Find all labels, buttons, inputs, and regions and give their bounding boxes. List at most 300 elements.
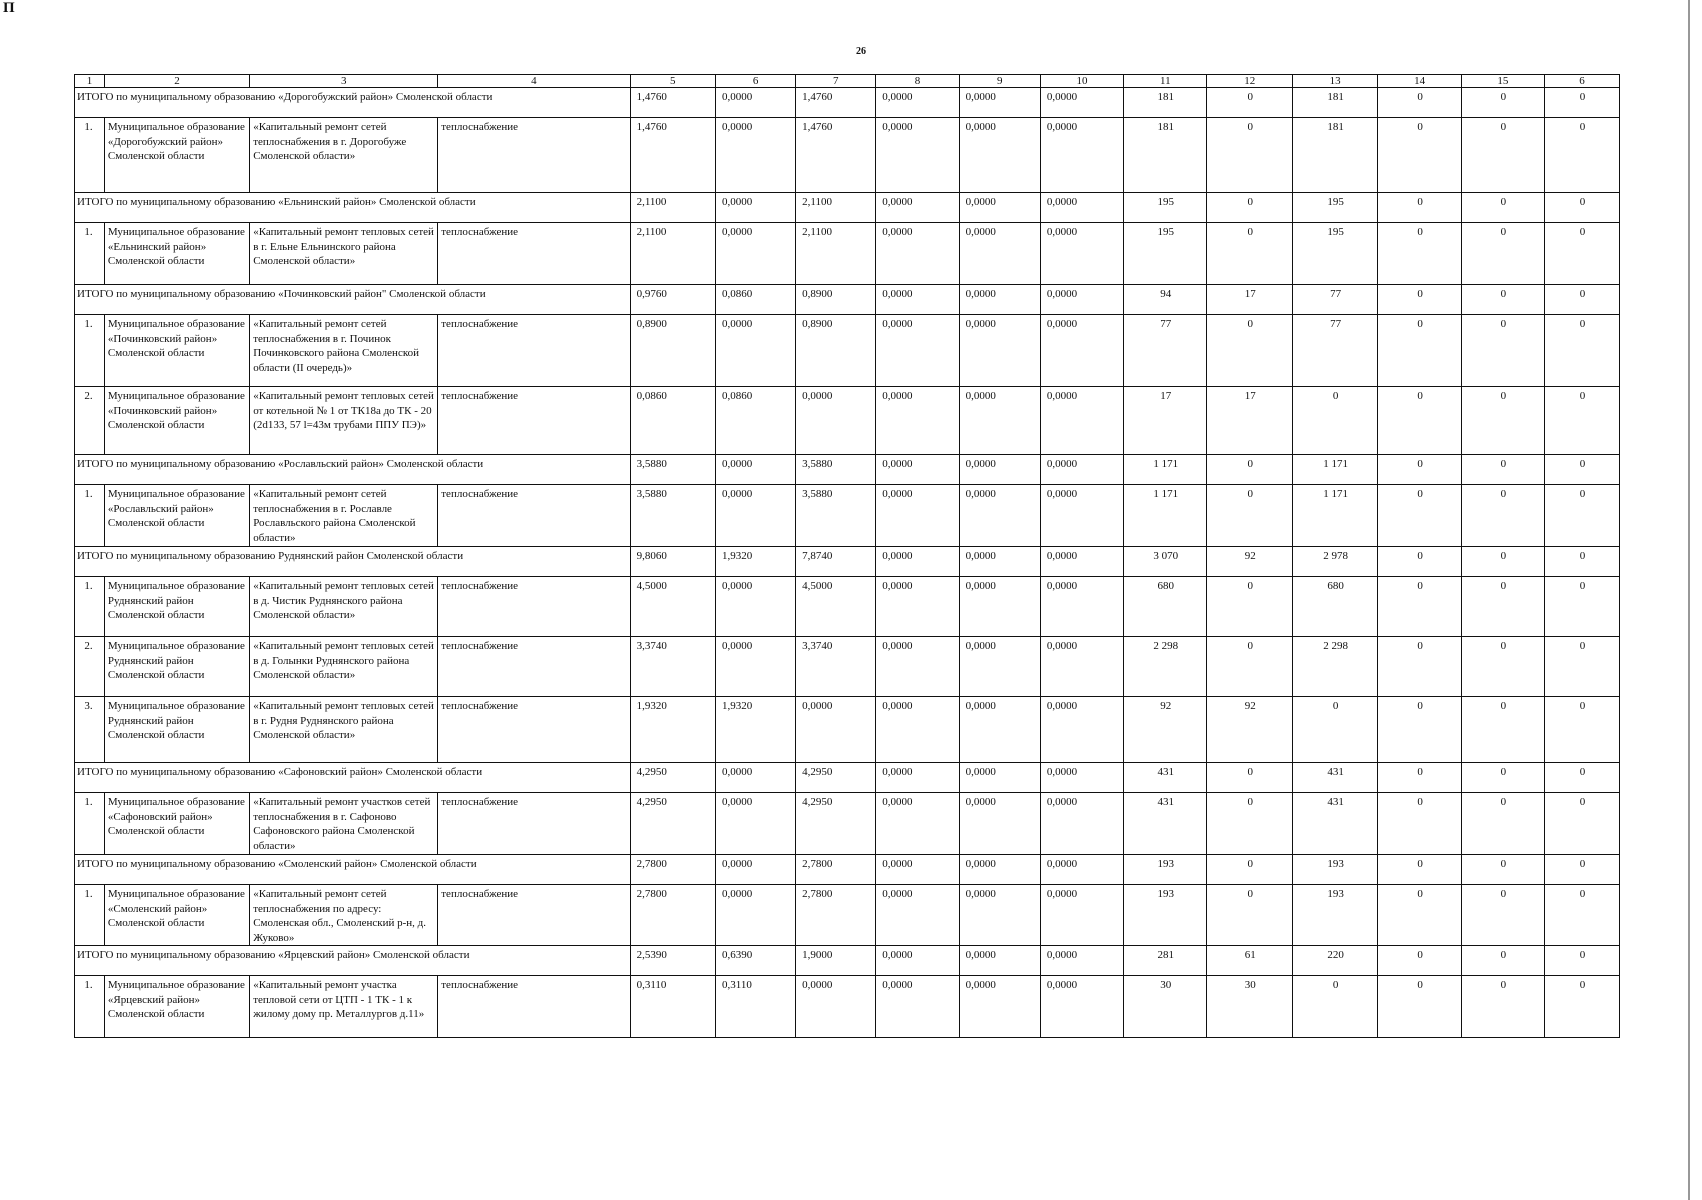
length-value-cell: 3,5880 [630, 485, 715, 547]
table-row [75, 223, 1620, 285]
cost-value-cell: 77 [1124, 315, 1207, 387]
cost-value-cell: 2 978 [1292, 547, 1377, 577]
cost-value-cell: 0 [1292, 697, 1377, 763]
page-number: 26 [856, 46, 866, 57]
cost-value-cell: 77 [1292, 285, 1377, 315]
cost-value-cell: 30 [1124, 976, 1207, 1038]
cost-value-cell: 0 [1461, 193, 1544, 223]
length-value-cell: 0,0000 [716, 485, 796, 547]
municipality-cell: Муниципальное образование «Дорогобужский район» Смоленской области [104, 118, 249, 193]
cost-value-cell: 431 [1124, 763, 1207, 793]
length-value-cell: 2,7800 [630, 885, 715, 946]
cost-value-cell: 680 [1292, 577, 1377, 637]
cost-value-cell: 0 [1378, 223, 1461, 285]
length-value-cell: 2,1100 [630, 193, 715, 223]
length-value-cell: 0,0000 [876, 885, 959, 946]
cost-value-cell: 0 [1292, 387, 1377, 455]
cost-value-cell: 92 [1124, 697, 1207, 763]
cost-value-cell: 0 [1461, 547, 1544, 577]
length-value-cell: 0,8900 [630, 315, 715, 387]
length-value-cell: 0,0860 [716, 285, 796, 315]
length-value-cell: 0,0000 [1040, 223, 1123, 285]
length-value-cell: 0,0000 [1040, 118, 1123, 193]
row-index: 1. [75, 793, 105, 855]
length-value-cell: 3,5880 [796, 455, 876, 485]
subtotal-row [75, 88, 1620, 118]
length-value-cell: 0,9760 [630, 285, 715, 315]
cost-value-cell: 195 [1292, 223, 1377, 285]
length-value-cell: 0,8900 [796, 315, 876, 387]
cost-value-cell: 281 [1124, 946, 1207, 976]
length-value-cell: 0,0000 [876, 315, 959, 387]
column-number-header: 6 [716, 75, 796, 88]
length-value-cell: 0,0000 [1040, 946, 1123, 976]
length-value-cell: 0,0000 [876, 855, 959, 885]
length-value-cell: 0,0000 [959, 193, 1040, 223]
cost-value-cell: 0 [1461, 285, 1544, 315]
length-value-cell: 0,0000 [876, 547, 959, 577]
cost-value-cell: 0 [1378, 387, 1461, 455]
municipality-cell: Муниципальное образование «Починковский район» Смоленской области [104, 315, 249, 387]
cost-value-cell: 0 [1378, 946, 1461, 976]
cost-value-cell: 431 [1292, 763, 1377, 793]
cost-value-cell: 1 171 [1292, 485, 1377, 547]
cost-value-cell: 0 [1207, 485, 1292, 547]
cost-value-cell: 181 [1292, 88, 1377, 118]
length-value-cell: 0,0000 [716, 855, 796, 885]
length-value-cell: 0,0000 [1040, 697, 1123, 763]
cost-value-cell: 0 [1378, 885, 1461, 946]
length-value-cell: 0,0000 [959, 855, 1040, 885]
length-value-cell: 0,0860 [630, 387, 715, 455]
program-table-container [74, 74, 1620, 1038]
length-value-cell: 0,0000 [959, 793, 1040, 855]
cost-value-cell: 0 [1461, 455, 1544, 485]
column-number-header: 13 [1292, 75, 1377, 88]
cost-value-cell: 0 [1378, 193, 1461, 223]
cost-value-cell: 195 [1292, 193, 1377, 223]
cost-value-cell: 0 [1378, 976, 1461, 1038]
length-value-cell: 0,0000 [876, 193, 959, 223]
utility-type-cell: теплоснабжение [438, 577, 630, 637]
subtotal-row [75, 455, 1620, 485]
subtotal-label: ИТОГО по муниципальному образованию «Починковский район" Смоленской области [75, 285, 631, 315]
cost-value-cell: 0 [1292, 976, 1377, 1038]
cost-value-cell: 0 [1461, 793, 1544, 855]
length-value-cell: 3,5880 [796, 485, 876, 547]
length-value-cell: 0,0000 [876, 793, 959, 855]
cost-value-cell: 0 [1545, 118, 1620, 193]
cost-value-cell: 1 171 [1124, 485, 1207, 547]
cost-value-cell: 0 [1461, 88, 1544, 118]
length-value-cell: 0,0000 [959, 455, 1040, 485]
length-value-cell: 0,0000 [716, 223, 796, 285]
length-value-cell: 3,5880 [630, 455, 715, 485]
subtotal-row [75, 855, 1620, 885]
length-value-cell: 0,0000 [1040, 193, 1123, 223]
length-value-cell: 0,0000 [959, 976, 1040, 1038]
table-row [75, 577, 1620, 637]
scan-edge [1688, 0, 1690, 1200]
subtotal-label: ИТОГО по муниципальному образованию Руднянский район Смоленской области [75, 547, 631, 577]
length-value-cell: 0,0000 [716, 118, 796, 193]
length-value-cell: 0,0000 [876, 577, 959, 637]
cost-value-cell: 195 [1124, 223, 1207, 285]
subtotal-label: ИТОГО по муниципальному образованию «Ельнинский район» Смоленской области [75, 193, 631, 223]
cost-value-cell: 0 [1378, 547, 1461, 577]
length-value-cell: 0,0000 [876, 697, 959, 763]
cost-value-cell: 0 [1207, 455, 1292, 485]
column-number-header: 6 [1545, 75, 1620, 88]
object-cell: «Капитальный ремонт сетей теплоснабжения в г. Рославле Рославльского района Смоленской области» [250, 485, 438, 547]
subtotal-row [75, 547, 1620, 577]
utility-type-cell: теплоснабжение [438, 793, 630, 855]
length-value-cell: 0,0000 [1040, 88, 1123, 118]
cost-value-cell: 193 [1124, 885, 1207, 946]
length-value-cell: 4,5000 [796, 577, 876, 637]
row-index: 1. [75, 485, 105, 547]
length-value-cell: 0,0000 [1040, 485, 1123, 547]
length-value-cell: 0,3110 [630, 976, 715, 1038]
table-body [75, 75, 1620, 1038]
length-value-cell: 0,0860 [716, 387, 796, 455]
utility-type-cell: теплоснабжение [438, 223, 630, 285]
length-value-cell: 0,3110 [716, 976, 796, 1038]
cost-value-cell: 0 [1461, 855, 1544, 885]
cost-value-cell: 61 [1207, 946, 1292, 976]
length-value-cell: 4,2950 [796, 793, 876, 855]
municipality-cell: Муниципальное образование Руднянский район Смоленской области [104, 637, 249, 697]
cost-value-cell: 17 [1207, 387, 1292, 455]
cost-value-cell: 3 070 [1124, 547, 1207, 577]
cost-value-cell: 0 [1461, 885, 1544, 946]
length-value-cell: 2,7800 [796, 855, 876, 885]
length-value-cell: 2,1100 [796, 193, 876, 223]
cost-value-cell: 0 [1378, 285, 1461, 315]
length-value-cell: 0,6390 [716, 946, 796, 976]
length-value-cell: 4,2950 [630, 793, 715, 855]
length-value-cell: 0,0000 [876, 223, 959, 285]
length-value-cell: 0,0000 [716, 88, 796, 118]
object-cell: «Капитальный ремонт сетей теплоснабжения по адресу: Смоленская обл., Смоленский р-н, д. Жуково» [250, 885, 438, 946]
cost-value-cell: 680 [1124, 577, 1207, 637]
cost-value-cell: 0 [1545, 285, 1620, 315]
length-value-cell: 0,0000 [1040, 315, 1123, 387]
cost-value-cell: 0 [1378, 88, 1461, 118]
length-value-cell: 0,0000 [796, 387, 876, 455]
table-row [75, 118, 1620, 193]
length-value-cell: 0,0000 [876, 763, 959, 793]
cost-value-cell: 0 [1378, 485, 1461, 547]
subtotal-label: ИТОГО по муниципальному образованию «Дорогобужский район» Смоленской области [75, 88, 631, 118]
cost-value-cell: 431 [1292, 793, 1377, 855]
cost-value-cell: 0 [1461, 976, 1544, 1038]
table-row [75, 315, 1620, 387]
cost-value-cell: 0 [1207, 193, 1292, 223]
object-cell: «Капитальный ремонт тепловых сетей в г. Рудня Руднянского района Смоленской области» [250, 697, 438, 763]
subtotal-row [75, 285, 1620, 315]
column-number-header: 7 [796, 75, 876, 88]
row-index: 1. [75, 976, 105, 1038]
cost-value-cell: 2 298 [1292, 637, 1377, 697]
cost-value-cell: 0 [1378, 855, 1461, 885]
utility-type-cell: теплоснабжение [438, 118, 630, 193]
subtotal-label: ИТОГО по муниципальному образованию «Сафоновский район» Смоленской области [75, 763, 631, 793]
length-value-cell: 0,0000 [1040, 577, 1123, 637]
length-value-cell: 3,3740 [630, 637, 715, 697]
municipality-cell: Муниципальное образование Руднянский район Смоленской области [104, 577, 249, 637]
table-row [75, 885, 1620, 946]
municipality-cell: Муниципальное образование «Сафоновский район» Смоленской области [104, 793, 249, 855]
length-value-cell: 1,9000 [796, 946, 876, 976]
length-value-cell: 0,0000 [959, 885, 1040, 946]
cost-value-cell: 0 [1378, 637, 1461, 697]
length-value-cell: 0,0000 [876, 88, 959, 118]
object-cell: «Капитальный ремонт участка тепловой сети от ЦТП - 1 ТК - 1 к жилому дому пр. Металлургов д.11» [250, 976, 438, 1038]
subtotal-label: ИТОГО по муниципальному образованию «Смоленский район» Смоленской области [75, 855, 631, 885]
subtotal-row [75, 193, 1620, 223]
length-value-cell: 0,0000 [716, 315, 796, 387]
length-value-cell: 0,0000 [1040, 387, 1123, 455]
cost-value-cell: 193 [1292, 855, 1377, 885]
length-value-cell: 0,0000 [796, 697, 876, 763]
municipality-cell: Муниципальное образование «Рославльский район» Смоленской области [104, 485, 249, 547]
cost-value-cell: 0 [1207, 315, 1292, 387]
municipality-cell: Муниципальное образование «Починковский район» Смоленской области [104, 387, 249, 455]
length-value-cell: 0,0000 [959, 223, 1040, 285]
length-value-cell: 0,0000 [959, 577, 1040, 637]
cost-value-cell: 0 [1545, 88, 1620, 118]
cost-value-cell: 0 [1378, 697, 1461, 763]
length-value-cell: 1,4760 [796, 88, 876, 118]
cost-value-cell: 1 171 [1292, 455, 1377, 485]
column-number-header: 10 [1040, 75, 1123, 88]
length-value-cell: 0,0000 [716, 637, 796, 697]
cost-value-cell: 0 [1378, 315, 1461, 387]
column-number-header: 2 [104, 75, 249, 88]
utility-type-cell: теплоснабжение [438, 387, 630, 455]
length-value-cell: 0,0000 [876, 455, 959, 485]
row-index: 1. [75, 118, 105, 193]
cost-value-cell: 94 [1124, 285, 1207, 315]
length-value-cell: 0,0000 [1040, 285, 1123, 315]
cost-value-cell: 0 [1461, 637, 1544, 697]
cost-value-cell: 2 298 [1124, 637, 1207, 697]
cost-value-cell: 30 [1207, 976, 1292, 1038]
cost-value-cell: 0 [1207, 855, 1292, 885]
length-value-cell: 0,0000 [876, 976, 959, 1038]
cost-value-cell: 17 [1207, 285, 1292, 315]
cost-value-cell: 0 [1545, 855, 1620, 885]
utility-type-cell: теплоснабжение [438, 885, 630, 946]
cost-value-cell: 0 [1461, 118, 1544, 193]
cost-value-cell: 0 [1545, 697, 1620, 763]
table-row [75, 793, 1620, 855]
length-value-cell: 0,8900 [796, 285, 876, 315]
length-value-cell: 1,4760 [630, 118, 715, 193]
length-value-cell: 1,9320 [630, 697, 715, 763]
object-cell: «Капитальный ремонт сетей теплоснабжения в г. Починок Починковского района Смоленской области (II очередь)» [250, 315, 438, 387]
cost-value-cell: 0 [1207, 88, 1292, 118]
length-value-cell: 2,1100 [796, 223, 876, 285]
cost-value-cell: 0 [1545, 547, 1620, 577]
length-value-cell: 0,0000 [716, 193, 796, 223]
object-cell: «Капитальный ремонт тепловых сетей от котельной № 1 от ТК18а до ТК - 20 (2d133, 57 l=43м трубами ППУ ПЭ)» [250, 387, 438, 455]
subtotal-label: ИТОГО по муниципальному образованию «Ярцевский район» Смоленской области [75, 946, 631, 976]
length-value-cell: 1,4760 [630, 88, 715, 118]
length-value-cell: 0,0000 [716, 455, 796, 485]
table-row [75, 697, 1620, 763]
length-value-cell: 0,0000 [716, 763, 796, 793]
cost-value-cell: 0 [1461, 387, 1544, 455]
length-value-cell: 7,8740 [796, 547, 876, 577]
cost-value-cell: 0 [1461, 577, 1544, 637]
row-index: 1. [75, 885, 105, 946]
cost-value-cell: 0 [1378, 455, 1461, 485]
length-value-cell: 0,0000 [959, 118, 1040, 193]
column-number-header: 11 [1124, 75, 1207, 88]
cost-value-cell: 0 [1545, 763, 1620, 793]
cost-value-cell: 0 [1207, 763, 1292, 793]
utility-type-cell: теплоснабжение [438, 637, 630, 697]
corner-mark: П [3, 0, 15, 16]
cost-value-cell: 92 [1207, 547, 1292, 577]
cost-value-cell: 181 [1124, 88, 1207, 118]
row-index: 2. [75, 637, 105, 697]
cost-value-cell: 0 [1461, 763, 1544, 793]
cost-value-cell: 0 [1545, 315, 1620, 387]
table-row [75, 387, 1620, 455]
municipality-cell: Муниципальное образование «Ельнинский район» Смоленской области [104, 223, 249, 285]
municipality-cell: Муниципальное образование Руднянский район Смоленской области [104, 697, 249, 763]
cost-value-cell: 181 [1292, 118, 1377, 193]
cost-value-cell: 181 [1124, 118, 1207, 193]
cost-value-cell: 0 [1545, 946, 1620, 976]
cost-value-cell: 0 [1461, 223, 1544, 285]
length-value-cell: 0,0000 [1040, 793, 1123, 855]
cost-value-cell: 0 [1461, 485, 1544, 547]
length-value-cell: 2,1100 [630, 223, 715, 285]
cost-value-cell: 193 [1124, 855, 1207, 885]
length-value-cell: 0,0000 [876, 387, 959, 455]
column-number-header: 14 [1378, 75, 1461, 88]
cost-value-cell: 0 [1461, 315, 1544, 387]
length-value-cell: 0,0000 [1040, 637, 1123, 697]
length-value-cell: 0,0000 [1040, 855, 1123, 885]
length-value-cell: 2,7800 [630, 855, 715, 885]
length-value-cell: 0,0000 [959, 547, 1040, 577]
program-table [74, 74, 1620, 1038]
length-value-cell: 0,0000 [716, 793, 796, 855]
length-value-cell: 0,0000 [1040, 547, 1123, 577]
cost-value-cell: 0 [1545, 976, 1620, 1038]
length-value-cell: 0,0000 [796, 976, 876, 1038]
row-index: 1. [75, 315, 105, 387]
utility-type-cell: теплоснабжение [438, 485, 630, 547]
length-value-cell: 1,9320 [716, 697, 796, 763]
header-row [75, 75, 1620, 88]
object-cell: «Капитальный ремонт тепловых сетей в д. Чистик Руднянского района Смоленской области» [250, 577, 438, 637]
cost-value-cell: 0 [1545, 223, 1620, 285]
length-value-cell: 9,8060 [630, 547, 715, 577]
cost-value-cell: 220 [1292, 946, 1377, 976]
cost-value-cell: 431 [1124, 793, 1207, 855]
object-cell: «Капитальный ремонт сетей теплоснабжения в г. Дорогобуже Смоленской области» [250, 118, 438, 193]
length-value-cell: 1,9320 [716, 547, 796, 577]
utility-type-cell: теплоснабжение [438, 697, 630, 763]
length-value-cell: 1,4760 [796, 118, 876, 193]
column-number-header: 4 [438, 75, 630, 88]
length-value-cell: 0,0000 [959, 387, 1040, 455]
cost-value-cell: 193 [1292, 885, 1377, 946]
utility-type-cell: теплоснабжение [438, 315, 630, 387]
length-value-cell: 0,0000 [959, 315, 1040, 387]
cost-value-cell: 0 [1207, 793, 1292, 855]
utility-type-cell: теплоснабжение [438, 976, 630, 1038]
length-value-cell: 2,5390 [630, 946, 715, 976]
row-index: 1. [75, 577, 105, 637]
length-value-cell: 0,0000 [876, 485, 959, 547]
cost-value-cell: 195 [1124, 193, 1207, 223]
length-value-cell: 0,0000 [1040, 763, 1123, 793]
column-number-header: 3 [250, 75, 438, 88]
cost-value-cell: 0 [1545, 485, 1620, 547]
column-number-header: 1 [75, 75, 105, 88]
cost-value-cell: 0 [1378, 118, 1461, 193]
table-row [75, 485, 1620, 547]
row-index: 2. [75, 387, 105, 455]
column-number-header: 5 [630, 75, 715, 88]
cost-value-cell: 0 [1378, 763, 1461, 793]
cost-value-cell: 0 [1545, 637, 1620, 697]
length-value-cell: 0,0000 [959, 637, 1040, 697]
cost-value-cell: 0 [1545, 193, 1620, 223]
table-row [75, 976, 1620, 1038]
subtotal-row [75, 763, 1620, 793]
cost-value-cell: 0 [1545, 793, 1620, 855]
length-value-cell: 0,0000 [876, 118, 959, 193]
cost-value-cell: 0 [1545, 577, 1620, 637]
cost-value-cell: 0 [1461, 697, 1544, 763]
length-value-cell: 4,2950 [630, 763, 715, 793]
length-value-cell: 0,0000 [716, 885, 796, 946]
length-value-cell: 0,0000 [876, 285, 959, 315]
cost-value-cell: 0 [1207, 885, 1292, 946]
object-cell: «Капитальный ремонт тепловых сетей в д. Голынки Руднянского района Смоленской области» [250, 637, 438, 697]
cost-value-cell: 1 171 [1124, 455, 1207, 485]
cost-value-cell: 0 [1378, 577, 1461, 637]
length-value-cell: 0,0000 [959, 485, 1040, 547]
length-value-cell: 0,0000 [959, 946, 1040, 976]
object-cell: «Капитальный ремонт тепловых сетей в г. Ельне Ельнинского района Смоленской области» [250, 223, 438, 285]
length-value-cell: 0,0000 [959, 763, 1040, 793]
column-number-header: 15 [1461, 75, 1544, 88]
cost-value-cell: 0 [1545, 455, 1620, 485]
subtotal-label: ИТОГО по муниципальному образованию «Рославльский район» Смоленской области [75, 455, 631, 485]
cost-value-cell: 0 [1545, 387, 1620, 455]
length-value-cell: 0,0000 [959, 88, 1040, 118]
cost-value-cell: 0 [1207, 223, 1292, 285]
subtotal-row [75, 946, 1620, 976]
length-value-cell: 0,0000 [716, 577, 796, 637]
length-value-cell: 0,0000 [959, 285, 1040, 315]
length-value-cell: 0,0000 [959, 697, 1040, 763]
table-row [75, 637, 1620, 697]
municipality-cell: Муниципальное образование «Ярцевский район» Смоленской области [104, 976, 249, 1038]
cost-value-cell: 92 [1207, 697, 1292, 763]
length-value-cell: 3,3740 [796, 637, 876, 697]
length-value-cell: 0,0000 [1040, 885, 1123, 946]
